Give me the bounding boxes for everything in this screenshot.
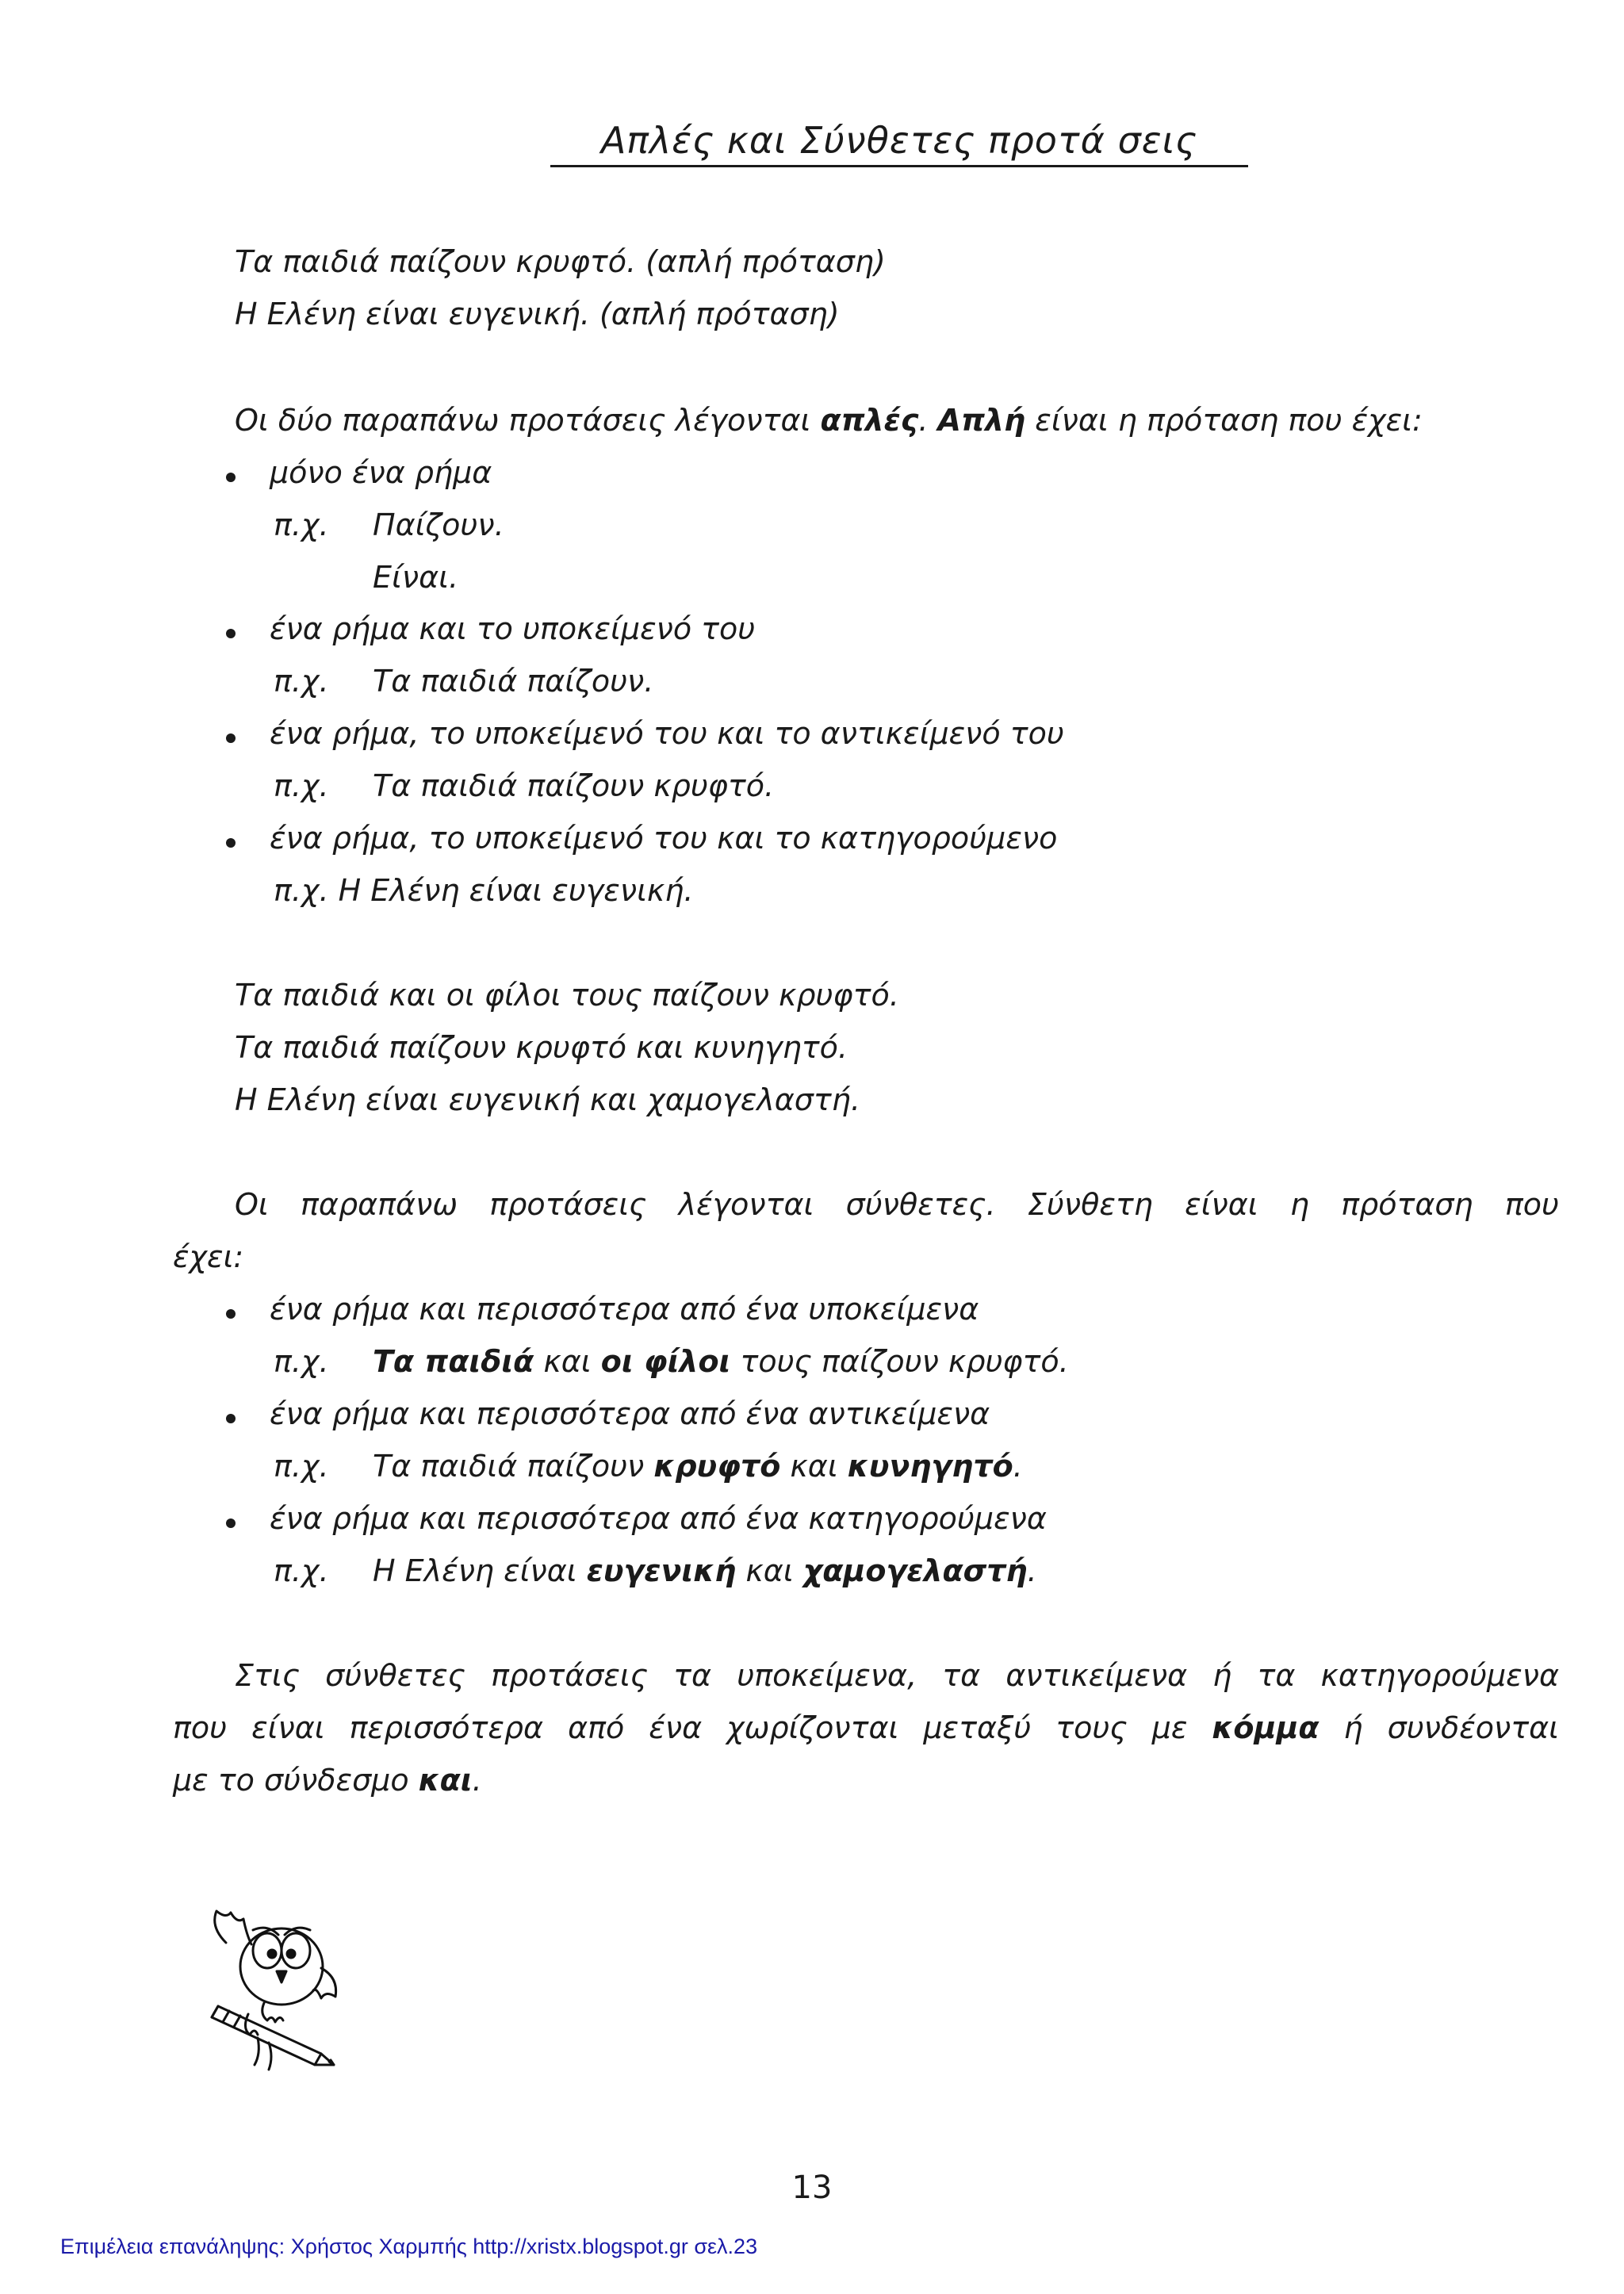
example-bold: κρυφτό (653, 1449, 781, 1484)
page-number: 13 (791, 2170, 833, 2206)
example-bold: Τα παιδιά (373, 1344, 534, 1379)
simple-definition-bold-2: Απλή (937, 403, 1026, 438)
compound-sentence-3: Η Ελένη είναι ευγενική και χαμογελαστή. (235, 1082, 860, 1117)
compound-sentence-2: Τα παιδιά παίζουν κρυφτό και κυνηγητό. (235, 1030, 848, 1065)
bullet-icon (226, 473, 236, 482)
bullet-icon (226, 1518, 236, 1528)
compound-item-1: ένα ρήμα και περισσότερα από ένα υποκείμενα (270, 1292, 979, 1327)
closing-line-2-post: ή συνδέονται (1319, 1710, 1559, 1745)
example-text: Η Ελένη είναι (373, 1553, 587, 1588)
simple-item-3-example: Τα παιδιά παίζουν κρυφτό. (373, 768, 775, 803)
bullet-icon (226, 1414, 236, 1423)
example-text: τους παίζουν κρυφτό. (730, 1344, 1069, 1379)
example-text: . (1027, 1553, 1037, 1588)
closing-line-3 (173, 1763, 482, 1799)
simple-definition-bold-1: απλές (820, 403, 919, 438)
example-label: π.χ. (274, 1449, 329, 1484)
simple-item-3: ένα ρήμα, το υποκείμενό του και το αντικείμενό του (270, 716, 1064, 751)
simple-item-2: ένα ρήμα και το υποκείμενό του (270, 611, 756, 646)
example-text: και (780, 1449, 848, 1484)
compound-definition-line-2: έχει: (173, 1239, 244, 1274)
closing-line-1: Στις σύνθετες προτάσεις τα υποκείμενα, τα αντικείμενα ή τα κατηγορούμενα (235, 1658, 1559, 1693)
example-bold: χαμογελαστή (802, 1553, 1028, 1588)
compound-sentence-1: Τα παιδιά και οι φίλοι τους παίζουν κρυφτό. (235, 978, 899, 1013)
example-text: Τα παιδιά παίζουν (373, 1449, 654, 1484)
example-label: π.χ. (274, 1344, 329, 1379)
closing-line-2 (173, 1710, 1559, 1747)
page-title: Απλές και Σύνθετες προτά σεις (550, 119, 1248, 167)
simple-item-4-example: π.χ. Η Ελένη είναι ευγενική. (274, 873, 694, 908)
closing-line-3-bold: και (418, 1763, 473, 1798)
simple-item-1-example-2: Είναι. (373, 560, 459, 595)
example-label: π.χ. (274, 1553, 329, 1588)
example-label: π.χ. (274, 664, 329, 699)
example-text: . (1013, 1449, 1023, 1484)
example-label: π.χ. (274, 507, 329, 542)
bullet-icon (226, 733, 236, 743)
bullet-icon (226, 629, 236, 638)
simple-definition-post: είναι η πρόταση που έχει: (1025, 403, 1423, 438)
bullet-icon (226, 1309, 236, 1319)
closing-line-3-pre: με το σύνδεσμο (173, 1763, 419, 1798)
compound-definition-line-1: Οι παραπάνω προτάσεις λέγονται σύνθετες. Σύνθετη είναι η πρόταση που (235, 1187, 1559, 1222)
example-text: και (736, 1553, 803, 1588)
example-bold: ευγενική (586, 1553, 737, 1588)
intro-sentence-1: Τα παιδιά παίζουν κρυφτό. (απλή πρόταση) (235, 244, 886, 279)
closing-line-2-bold: κόμμα (1212, 1710, 1320, 1745)
simple-definition (235, 403, 1423, 439)
owl-with-pencil-icon (202, 1895, 345, 2078)
example-label: π.χ. (274, 768, 329, 803)
example-bold: οι φίλοι (600, 1344, 731, 1379)
compound-item-2-example (373, 1449, 1023, 1485)
simple-item-1: μόνο ένα ρήμα (270, 455, 492, 490)
footer-credit: Επιμέλεια επανάληψης: Χρήστος Χαρμπής http://xristx.blogspot.gr σελ.23 (60, 2235, 758, 2258)
example-bold: κυνηγητό (847, 1449, 1013, 1484)
compound-item-3: ένα ρήμα και περισσότερα από ένα κατηγορούμενα (270, 1501, 1047, 1536)
simple-item-1-example-1: Παίζουν. (373, 507, 504, 542)
simple-item-4: ένα ρήμα, το υποκείμενό του και το κατηγορούμενο (270, 821, 1058, 856)
closing-line-2-pre: που είναι περισσότερα από ένα χωρίζονται μεταξύ τους με (173, 1710, 1212, 1745)
intro-sentence-2: Η Ελένη είναι ευγενική. (απλή πρόταση) (235, 297, 840, 331)
compound-item-1-example (373, 1344, 1069, 1381)
simple-definition-pre: Οι δύο παραπάνω προτάσεις λέγονται (235, 403, 821, 438)
example-text: και (534, 1344, 601, 1379)
compound-item-3-example (373, 1553, 1037, 1590)
simple-definition-mid: . (918, 403, 938, 438)
bullet-icon (226, 838, 236, 848)
compound-item-2: ένα ρήμα και περισσότερα από ένα αντικείμενα (270, 1396, 990, 1431)
closing-line-3-post: . (472, 1763, 482, 1798)
simple-item-2-example: Τα παιδιά παίζουν. (373, 664, 654, 699)
